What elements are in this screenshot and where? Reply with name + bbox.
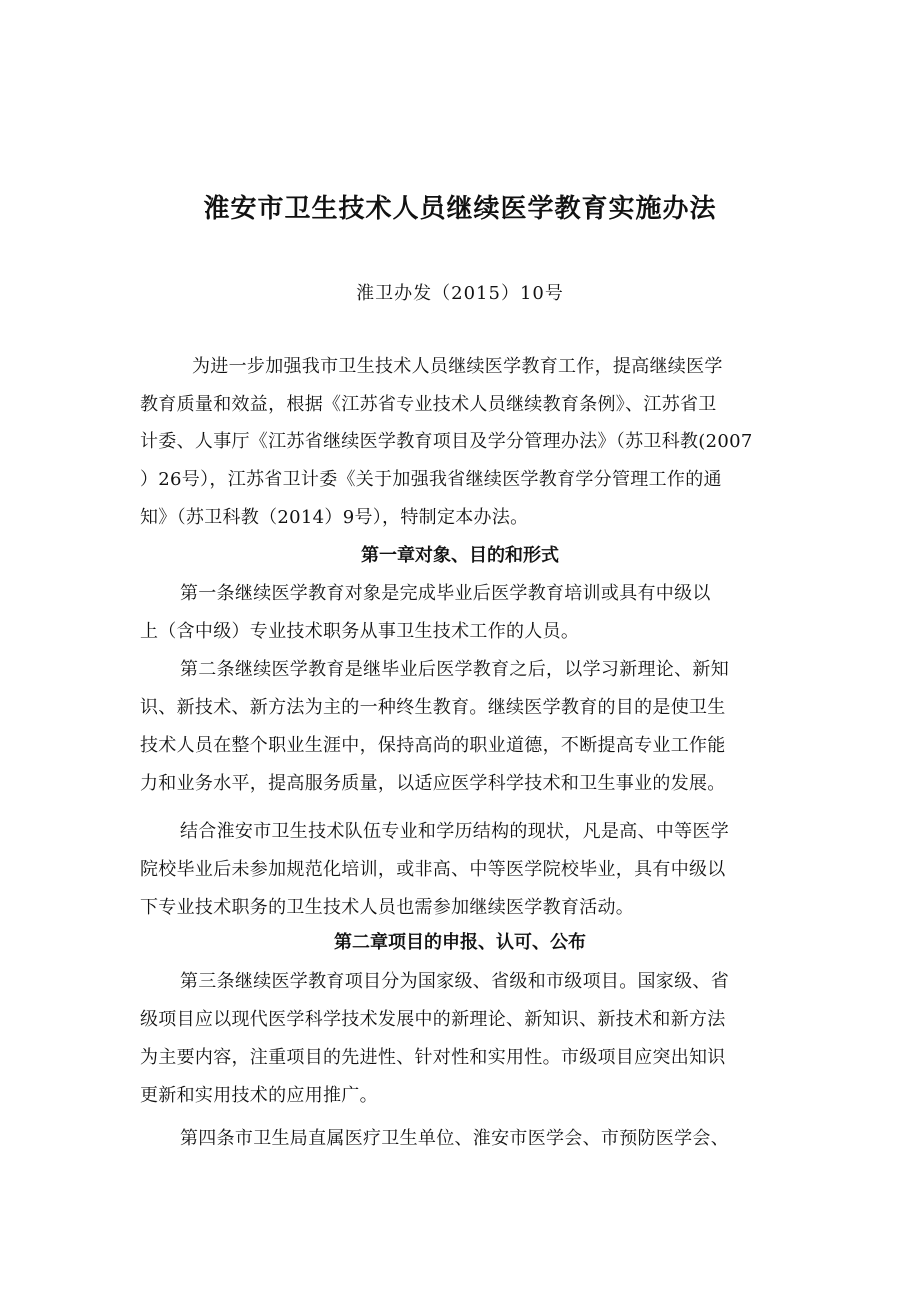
preamble-line: ）26号），江苏省卫计委《关于加强我省继续医学教育学分管理工作的通 [140, 469, 722, 490]
article-line: 第四条市卫生局直属医疗卫生单位、淮安市医学会、市预防医学会、 [180, 1128, 729, 1149]
article-line: 技术人员在整个职业生涯中，保持高尚的职业道德，不断提高专业工作能 [140, 735, 726, 756]
article-line: 为主要内容，注重项目的先进性、针对性和实用性。市级项目应突出知识 [140, 1047, 726, 1068]
preamble-line: 计委、人事厅《江苏省继续医学教育项目及学分管理办法》（苏卫科教(2007 [140, 431, 753, 452]
document-title: 淮安市卫生技术人员继续医学教育实施办法 [203, 194, 717, 224]
article-line: 上（含中级）专业技术职务从事卫生技术工作的人员。 [140, 621, 580, 642]
article-line: 第二条继续医学教育是继毕业后医学教育之后，以学习新理论、新知 [180, 659, 729, 680]
paragraph-line: 下专业技术职务的卫生技术人员也需参加继续医学教育活动。 [140, 897, 635, 918]
preamble-line: 为进一步加强我市卫生技术人员继续医学教育工作，提高继续医学 [192, 356, 723, 377]
chapter-heading: 第二章项目的申报、认可、公布 [334, 932, 586, 953]
article-line: 更新和实用技术的应用推广。 [140, 1085, 378, 1106]
article-line: 级项目应以现代医学科学技术发展中的新理论、新知识、新技术和新方法 [140, 1009, 726, 1030]
article-line: 第三条继续医学教育项目分为国家级、省级和市级项目。国家级、省 [180, 971, 729, 992]
document-number: 淮卫办发（2015）10号 [356, 283, 564, 304]
preamble-line: 知》（苏卫科教（2014）9号），特制定本办法。 [140, 507, 529, 528]
paragraph-line: 院校毕业后未参加规范化培训，或非高、中等医学院校毕业，具有中级以 [140, 859, 726, 880]
article-line: 第一条继续医学教育对象是完成毕业后医学教育培训或具有中级以 [180, 583, 711, 604]
chapter-heading: 第一章对象、目的和形式 [361, 545, 559, 566]
article-line: 识、新技术、新方法为主的一种终生教育。继续医学教育的目的是使卫生 [140, 697, 726, 718]
preamble-line: 教育质量和效益，根据《江苏省专业技术人员继续教育条例》、江苏省卫 [140, 394, 717, 415]
article-line: 力和业务水平，提高服务质量，以适应医学科学技术和卫生事业的发展。 [140, 773, 726, 794]
paragraph-line: 结合淮安市卫生技术队伍专业和学历结构的现状，凡是高、中等医学 [180, 821, 729, 842]
